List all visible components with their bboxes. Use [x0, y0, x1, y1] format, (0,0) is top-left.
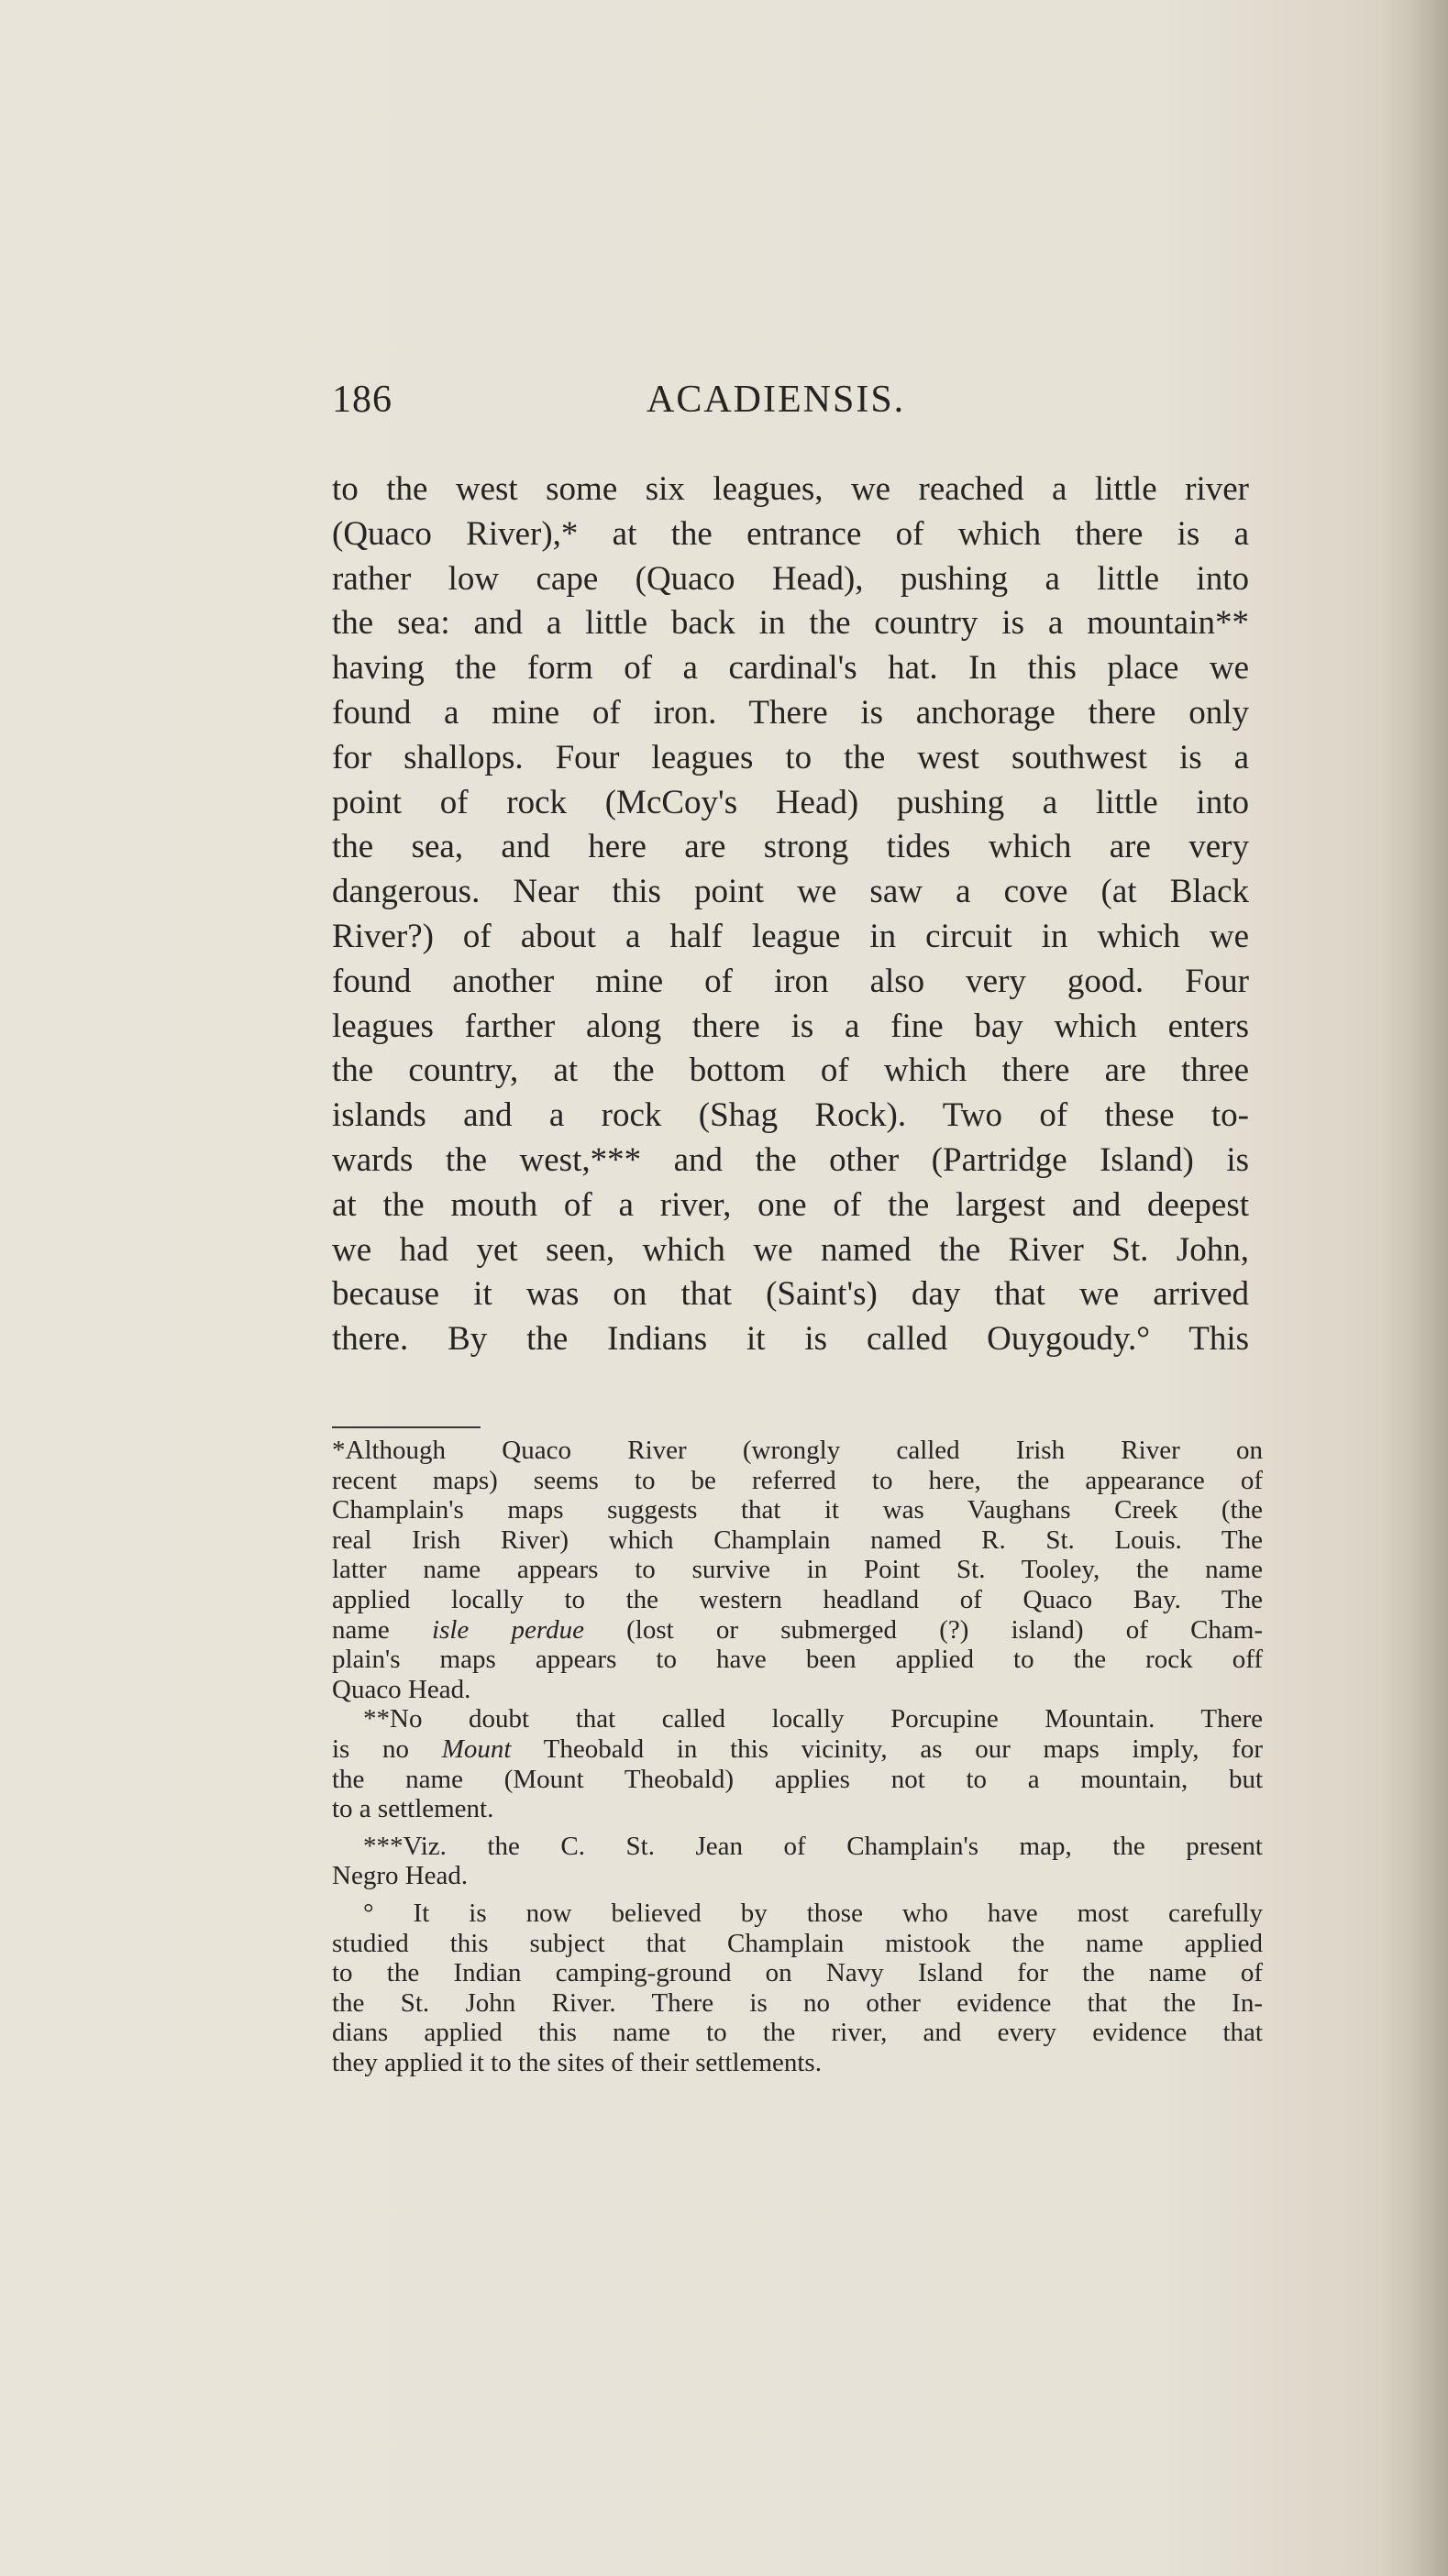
body-line: the sea: and a little back in the country is a mountain** — [332, 604, 1249, 643]
footnote-line: Champlain's maps suggests that it was Vaughans Creek (the — [332, 1495, 1263, 1525]
body-line: found a mine of iron. There is anchorage there only — [332, 693, 1249, 732]
footnote-line: the name (Mount Theobald) applies not to a mountain, but — [332, 1764, 1263, 1794]
footnote-line — [332, 1615, 1263, 1646]
footnote-quaco-river — [332, 1436, 1263, 1704]
footnote-line: ***Viz. the C. St. Jean of Champlain's map, the present — [363, 1831, 1263, 1861]
footnote-italic-term: isle perdue — [432, 1614, 584, 1645]
body-line: at the mouth of a river, one of the largest and deepest — [332, 1185, 1249, 1224]
footnote-line: applied locally to the western headland of Quaco Bay. The — [332, 1584, 1263, 1614]
footnote-line: recent maps) seems to be referred to here, the appearance of — [332, 1465, 1263, 1495]
footnote-line: plain's maps appears to have been applied to the rock off — [332, 1645, 1263, 1675]
body-line: leagues farther along there is a fine bay which enters — [332, 1007, 1249, 1045]
body-line: rather low cape (Quaco Head), pushing a little into — [332, 559, 1249, 598]
body-line: River?) of about a half league in circuit in which we — [332, 917, 1249, 955]
body-line: because it was on that (Saint's) day that we arrived — [332, 1275, 1249, 1314]
footnote-st-jean — [332, 1832, 1263, 1891]
footnote-line: studied this subject that Champlain mistook the name applied — [332, 1928, 1263, 1958]
footnote-line: dians applied this name to the river, and every evidence that — [332, 2018, 1263, 2048]
footnote-line: *Although Quaco River (wrongly called Irish River on — [332, 1436, 1263, 1465]
body-text — [332, 468, 1249, 1362]
footnote-line: to the Indian camping-ground on Navy Island for the name of — [332, 1958, 1263, 1988]
footnote-line: to a settlement. — [332, 1794, 494, 1824]
footnote-rule — [332, 1426, 481, 1428]
body-line: the sea, and here are strong tides which are very — [332, 828, 1249, 866]
page-number: 186 — [332, 379, 392, 421]
footnote-text: Theobald in this vicinity, as our maps imply, for — [511, 1734, 1264, 1764]
footnote-text: is no — [332, 1734, 442, 1764]
footnotes — [332, 1436, 1263, 2077]
body-line: wards the west,*** and the other (Partridge Island) is — [332, 1140, 1249, 1179]
body-line: we had yet seen, which we named the River St. John, — [332, 1230, 1249, 1269]
footnote-line: Quaco Head. — [332, 1674, 471, 1704]
body-line: to the west some six leagues, we reached a little river — [332, 470, 1249, 508]
body-line: (Quaco River),* at the entrance of which there is a — [332, 514, 1249, 553]
body-line: found another mine of iron also very good. Four — [332, 962, 1249, 1000]
footnote-ouygoudy — [332, 1899, 1263, 2078]
body-line: for shallops. Four leagues to the west southwest is a — [332, 738, 1249, 776]
binding-shadow — [1379, 0, 1448, 2576]
footnote-line — [332, 1734, 1263, 1765]
footnote-line: they applied it to the sites of their settlements. — [332, 2047, 822, 2077]
body-line: point of rock (McCoy's Head) pushing a little into — [332, 783, 1249, 821]
footnote-line: the St. John River. There is no other evidence that the In- — [332, 1987, 1263, 2018]
footnote-line: Negro Head. — [332, 1861, 469, 1891]
footnote-text: name — [332, 1614, 433, 1645]
page-header — [332, 378, 1249, 442]
footnote-line: real Irish River) which Champlain named R. St. Louis. The — [332, 1525, 1263, 1555]
footnote-gap — [332, 1824, 1263, 1832]
body-line: there. By the Indians it is called Ouygoudy.° This — [332, 1320, 1249, 1359]
body-line: islands and a rock (Shag Rock). Two of these to- — [332, 1096, 1249, 1135]
footnote-line: latter name appears to survive in Point St. Tooley, the name — [332, 1555, 1263, 1585]
footnote-mountain — [332, 1704, 1263, 1823]
body-line: having the form of a cardinal's hat. In this place we — [332, 649, 1249, 688]
footnote-italic-term: Mount — [441, 1734, 512, 1764]
running-head: ACADIENSIS. — [647, 379, 906, 421]
footnote-line: ° It is now believed by those who have most carefully — [363, 1898, 1263, 1928]
footnote-line: **No doubt that called locally Porcupine Mountain. There — [363, 1704, 1263, 1734]
body-line: the country, at the bottom of which there are three — [332, 1051, 1249, 1090]
footnote-text: (lost or submerged (?) island) of Cham- — [583, 1614, 1263, 1645]
footnote-gap — [332, 1891, 1263, 1899]
body-line: dangerous. Near this point we saw a cove (at Black — [332, 873, 1249, 911]
